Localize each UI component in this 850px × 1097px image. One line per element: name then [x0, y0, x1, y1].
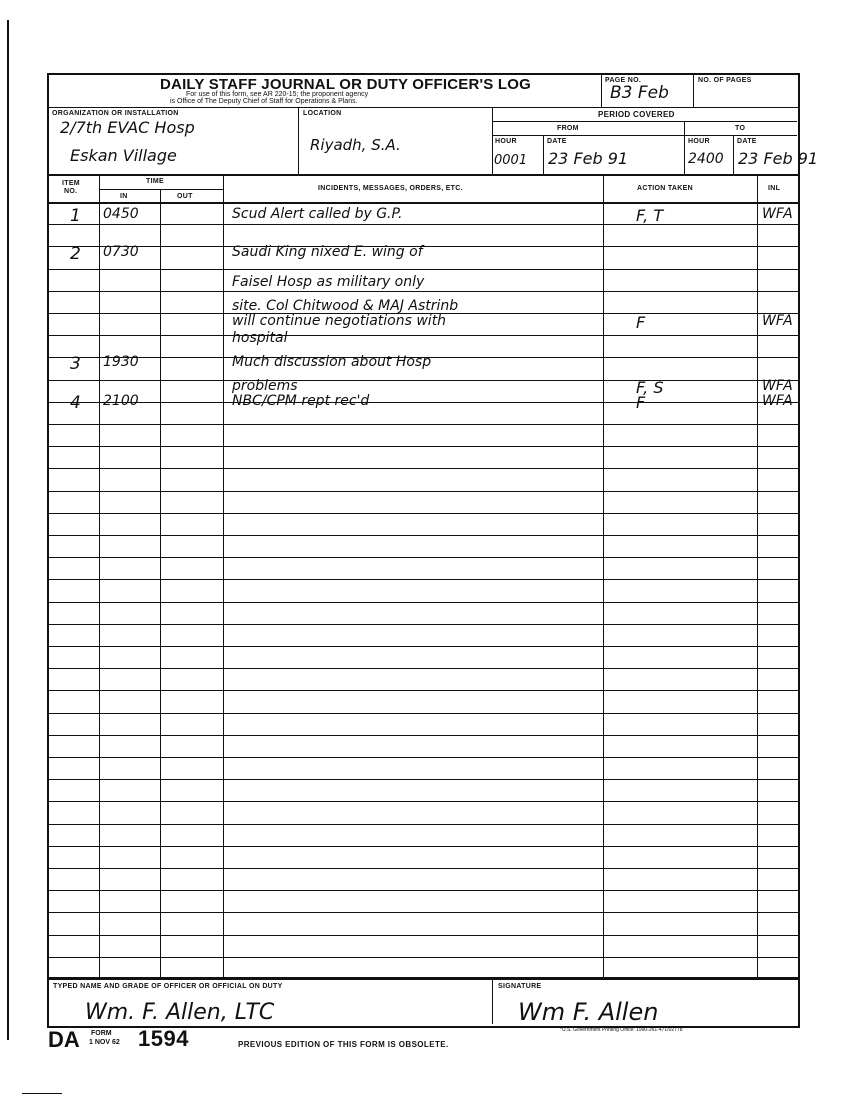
org-line-1: 2/7th EVAC Hosp	[60, 118, 195, 137]
to-hour-value: 2400	[688, 151, 724, 167]
signature-value: Wm F. Allen	[518, 998, 659, 1026]
form-word: FORM	[91, 1030, 112, 1037]
entry-action: F	[636, 313, 646, 332]
entry-time-in: 0450	[103, 206, 139, 222]
location-label: LOCATION	[303, 110, 342, 117]
grid-col-line	[223, 174, 224, 977]
col-incidents-label: INCIDENTS, MESSAGES, ORDERS, ETC.	[318, 185, 463, 192]
grid-row-line	[47, 979, 798, 980]
to-date-value: 23 Feb 91	[738, 149, 819, 168]
entry-initials: WFA	[762, 313, 793, 329]
entry-item-no: 3	[70, 354, 81, 374]
no-of-pages-label: NO. OF PAGES	[698, 77, 752, 84]
gpo-note: *U.S. Government Printing Office: 1990-261-471/02778	[560, 1027, 683, 1033]
entry-item-no: 1	[70, 206, 81, 226]
entry-item-no: 2	[70, 244, 81, 264]
grid-col-line	[603, 174, 604, 977]
entry-time-in: 0730	[103, 244, 139, 260]
entry-action: F, T	[636, 206, 664, 225]
org-label: ORGANIZATION OR INSTALLATION	[52, 110, 179, 117]
grid-col-line	[99, 174, 100, 977]
page-no-label: PAGE NO.	[605, 77, 642, 84]
form-date: 1 NOV 62	[89, 1039, 120, 1046]
period-covered-label: PERIOD COVERED	[598, 110, 675, 119]
grid-bottom-line	[47, 977, 798, 979]
col-inl-label: INL	[768, 185, 781, 192]
form-subtitle-1: For use of this form, see AR 220-15; the proponent agency	[186, 91, 369, 98]
to-label: TO	[735, 125, 746, 132]
entry-incident: NBC/CPM rept rec'd	[232, 393, 370, 409]
entry-item-no: 4	[70, 393, 81, 413]
signer-value: Wm. F. Allen, LTC	[85, 1000, 275, 1025]
location-value: Riyadh, S.A.	[310, 136, 401, 154]
entry-time-in: 1930	[103, 354, 139, 370]
col-action-label: ACTION TAKEN	[637, 185, 693, 192]
entry-time-in: 2100	[103, 393, 139, 409]
grid-col-line	[160, 189, 161, 977]
to-date-label: DATE	[737, 138, 757, 145]
entry-incident: Faisel Hosp as military only	[232, 274, 425, 290]
form-title: DAILY STAFF JOURNAL OR DUTY OFFICER'S LOG	[160, 76, 531, 93]
col-item-label: ITEM	[62, 180, 80, 187]
entry-incident: Much discussion about Hosp	[232, 354, 432, 370]
entry-incident: will continue negotiations with	[232, 313, 447, 329]
from-label: FROM	[557, 125, 579, 132]
form-da: DA	[48, 1027, 80, 1052]
col-in-label: IN	[120, 193, 128, 200]
entry-incident: Scud Alert called by G.P.	[232, 206, 403, 222]
entry-initials: WFA	[762, 206, 793, 222]
signature-label: SIGNATURE	[498, 983, 542, 990]
signer-label: TYPED NAME AND GRADE OF OFFICER OR OFFICIAL ON DUTY	[53, 983, 283, 990]
grid-col-line	[757, 174, 758, 977]
entry-incident: Saudi King nixed E. wing of	[232, 244, 423, 260]
entry-incident: site. Col Chitwood & MAJ Astrinb	[232, 298, 459, 314]
entry-incident: hospital	[232, 330, 288, 346]
previous-edition-note: PREVIOUS EDITION OF THIS FORM IS OBSOLETE.	[238, 1040, 449, 1049]
to-hour-label: HOUR	[688, 138, 710, 145]
col-out-label: OUT	[177, 193, 193, 200]
org-line-2: Eskan Village	[70, 146, 177, 165]
from-hour-label: HOUR	[495, 138, 517, 145]
form-subtitle-2: is Office of The Deputy Chief of Staff for Operations & Plans.	[170, 98, 358, 105]
entry-initials: WFA	[762, 378, 793, 394]
from-date-label: DATE	[547, 138, 567, 145]
entry-action: F	[636, 393, 646, 412]
col-time-label: TIME	[146, 178, 164, 185]
entry-action: F, S	[636, 378, 664, 397]
from-hour-value: 0001	[494, 153, 528, 168]
col-no-label: NO.	[64, 188, 78, 195]
entry-initials: WFA	[762, 393, 793, 409]
from-date-value: 23 Feb 91	[548, 149, 629, 168]
entry-incident: problems	[232, 378, 298, 394]
bottom-mark	[22, 1093, 62, 1094]
form-number: 1594	[138, 1026, 189, 1051]
page-no-value: B3 Feb	[610, 83, 669, 103]
page-edge	[7, 20, 9, 1040]
